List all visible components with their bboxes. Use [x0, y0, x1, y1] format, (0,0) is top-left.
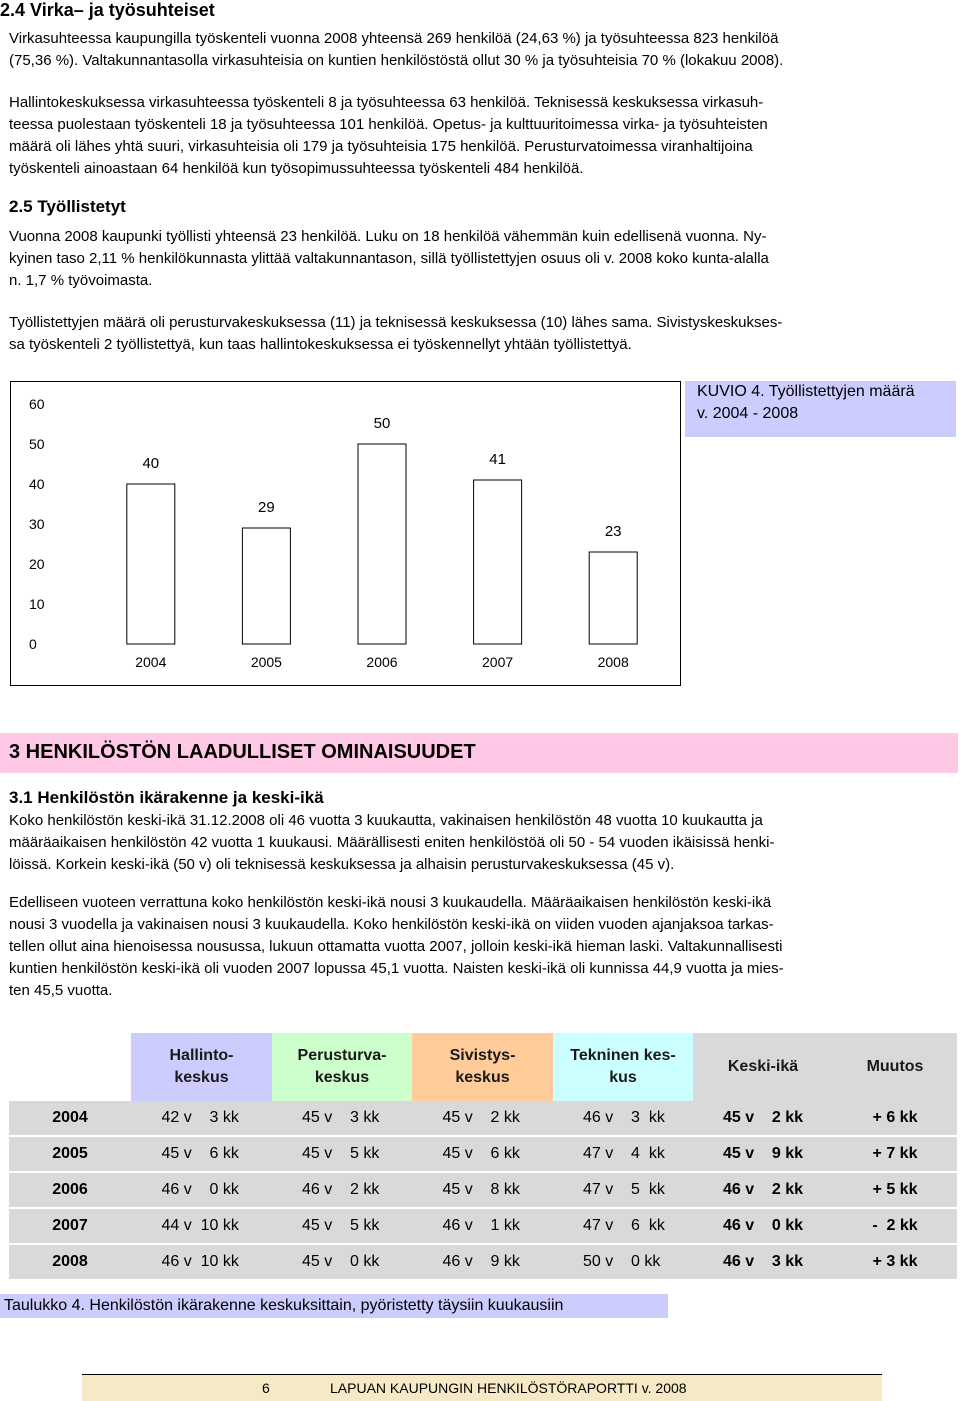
- table-cell: [693, 1244, 833, 1280]
- bar-value-label: 50: [373, 415, 391, 432]
- y-tick-label: 30: [29, 516, 45, 532]
- table-cell: [693, 1172, 833, 1208]
- table-cell-value: 46 v 0 kk: [723, 1217, 804, 1234]
- y-tick-label: 60: [29, 396, 45, 412]
- table-cell-value: 44 v 10 kk: [161, 1217, 239, 1234]
- table-cell: [693, 1101, 833, 1136]
- table-header-keski-ika: Keski-ikä: [693, 1033, 833, 1101]
- table-cell-value: 46 v 2 kk: [302, 1181, 380, 1198]
- y-tick-label: 40: [29, 476, 45, 492]
- table-cell: [553, 1208, 693, 1244]
- y-tick-label: 50: [29, 436, 45, 452]
- table-cell-year: 2004: [9, 1101, 131, 1136]
- table-cell-change: + 7 kk: [833, 1136, 957, 1172]
- bar-value-label: 40: [142, 455, 160, 472]
- table-cell-change: + 3 kk: [833, 1244, 957, 1280]
- bar: [127, 484, 175, 644]
- table-header-perusturvakeskus: Perusturva- keskus: [272, 1033, 412, 1101]
- bar: [358, 444, 406, 644]
- table-caption: Taulukko 4. Henkilöstön ikärakenne keskuksittain, pyöristetty täysiin kuukausiin: [0, 1294, 668, 1318]
- table-cell-value: 46 v 2 kk: [723, 1181, 804, 1198]
- table-cell: [272, 1208, 412, 1244]
- table-cell: [272, 1101, 412, 1136]
- y-tick-label: 0: [29, 636, 37, 652]
- table-cell-change: + 6 kk: [833, 1101, 957, 1136]
- bar: [589, 552, 637, 644]
- table-row: [9, 1208, 957, 1244]
- bar: [242, 528, 290, 644]
- section-banner-3: [0, 733, 958, 773]
- section-heading-2-5: 2.5 Työllistetyt: [9, 197, 126, 216]
- table-cell: [412, 1101, 553, 1136]
- table-cell: [131, 1101, 272, 1136]
- y-tick-label: 10: [29, 596, 45, 612]
- table-cell-value: 46 v 3 kk: [723, 1253, 804, 1270]
- page-number: 6: [262, 1380, 270, 1396]
- table-cell: [272, 1244, 412, 1280]
- table-cell: [412, 1172, 553, 1208]
- table-cell: [131, 1172, 272, 1208]
- table-cell-value: 45 v 6 kk: [161, 1145, 239, 1162]
- table-cell: [412, 1136, 553, 1172]
- footer-title: LAPUAN KAUPUNGIN HENKILÖSTÖRAPORTTI v. 2008: [330, 1380, 687, 1396]
- table-cell-value: 46 v 10 kk: [161, 1253, 239, 1270]
- paragraph-2-4-a: Virkasuhteessa kaupungilla työskenteli vuonna 2008 yhteensä 269 henkilöä (24,63 %) ja työsuhteessa 823 henkilöä (75,36 %). Valtakunnantasolla virkasuhteisia on kuntien henkilöstöstä ollut 30 % ja työsuhteisia 70 % (lokakuu 2008).: [9, 30, 784, 69]
- section-heading-3: 3 HENKILÖSTÖN LAADULLISET OMINAISUUDET: [9, 741, 476, 763]
- table-cell: [131, 1208, 272, 1244]
- table-cell-value: 45 v 9 kk: [723, 1145, 804, 1162]
- table-cell: [272, 1136, 412, 1172]
- paragraph-2-4-b: Hallintokeskuksessa virkasuhteessa työskenteli 8 ja työsuhteessa 63 henkilöä. Teknisessä keskuksessa virkasuh- teessa puolestaan työskenteli 18 ja työsuhteessa 101 henkilöä. Opetus- ja kulttuuritoimessa virka- ja työsuhteisten määrä oli lähes yhtä suuri, virkasuhteisia oli 179 ja työsuhteisia 175 henkilöä. Perusturvatoimessa viranhaltijoina työskenteli ainoastaan 64 henkilöä kun työsopimussuhteessa työskenteli 484 henkilöä.: [9, 94, 768, 177]
- bar-value-label: 29: [258, 499, 275, 516]
- table-cell-value: 45 v 0 kk: [302, 1253, 380, 1270]
- paragraph-2-5-b: Työllistettyjen määrä oli perusturvakeskuksessa (11) ja teknisessä keskuksessa (10) lähes sama. Sivistyskeskukses- sa työskenteli 2 työllistettyä, kun taas hallintokeskuksessa ei työskennellyt yhtään työllistettyä.: [9, 314, 783, 353]
- table-cell-value: 45 v 2 kk: [442, 1109, 520, 1126]
- bar-chart-svg: [11, 382, 682, 687]
- table-header-row: [9, 1033, 957, 1101]
- table-cell: [553, 1136, 693, 1172]
- x-tick-label: 2007: [482, 654, 514, 670]
- table-cell: [693, 1136, 833, 1172]
- table-cell: [272, 1172, 412, 1208]
- table-cell-value: 42 v 3 kk: [161, 1109, 239, 1126]
- section-heading-2-4: 2.4 Virka– ja työsuhteiset: [0, 0, 215, 20]
- table-header-muutos: Muutos: [833, 1033, 957, 1101]
- table-cell-value: 45 v 5 kk: [302, 1217, 380, 1234]
- table-cell-value: 47 v 6 kk: [583, 1217, 665, 1234]
- table-cell-value: 50 v 0 kk: [583, 1253, 661, 1270]
- table-row: [9, 1136, 957, 1172]
- table-cell-year: 2006: [9, 1172, 131, 1208]
- paragraph-2-5-a: Vuonna 2008 kaupunki työllisti yhteensä 23 henkilöä. Luku on 18 henkilöä vähemmän kuin edellisenä vuonna. Ny- kyinen taso 2,11 % henkilökunnasta ylittää valtakunnantason, sillä työllistettyjen osuus oli v. 2008 koko kunta-alalla n. 1,7 % työvoimasta.: [9, 228, 769, 289]
- table-cell: [412, 1208, 553, 1244]
- bar-chart: [10, 381, 681, 686]
- age-structure-table: [9, 1033, 957, 1281]
- x-tick-label: 2004: [135, 654, 167, 670]
- chart-caption: KUVIO 4. Työllistettyjen määrä v. 2004 - 2008: [685, 381, 956, 437]
- table-row: [9, 1101, 957, 1136]
- table-cell: [412, 1244, 553, 1280]
- table-cell-value: 46 v 1 kk: [442, 1217, 520, 1234]
- table-cell-value: 45 v 3 kk: [302, 1109, 380, 1126]
- table-header-tekninen-keskus: Tekninen kes- kus: [553, 1033, 693, 1101]
- table-cell: [553, 1244, 693, 1280]
- table-cell-year: 2005: [9, 1136, 131, 1172]
- table-cell-change: + 5 kk: [833, 1172, 957, 1208]
- table-header-blank: [9, 1033, 131, 1101]
- paragraph-3-1-b: Edelliseen vuoteen verrattuna koko henkilöstön keski-ikä nousi 3 kuukaudella. Määräaikaisen henkilöstön keski-ikä nousi 3 vuodella ja vakinaisen nousi 3 kuukaudella. Koko henkilöstön keski-ikä on viiden vuoden ajanjaksoa tarkas- tellen ollut aina hienoisessa nousussa, lukuun ottamatta vuotta 2007, jolloin keski-ikä hieman laski. Valtakunnallisesti kuntien henkilöstön keski-ikä oli vuoden 2007 lopussa 45,1 vuotta. Naisten keski-ikä oli kunnissa 44,9 vuotta ja mies- ten 45,5 vuotta.: [9, 894, 784, 999]
- table-cell-value: 46 v 0 kk: [161, 1181, 239, 1198]
- table-cell-year: 2007: [9, 1208, 131, 1244]
- table-cell-change: - 2 kk: [833, 1208, 957, 1244]
- table-row: [9, 1172, 957, 1208]
- table-cell-year: 2008: [9, 1244, 131, 1280]
- bar: [474, 480, 522, 644]
- table-cell-value: 45 v 6 kk: [442, 1145, 520, 1162]
- table-cell: [131, 1136, 272, 1172]
- table-cell-value: 45 v 2 kk: [723, 1109, 804, 1126]
- table-header-hallintokeskus: Hallinto- keskus: [131, 1033, 272, 1101]
- y-tick-label: 20: [29, 556, 45, 572]
- table-cell-value: 47 v 4 kk: [583, 1145, 665, 1162]
- table-cell-value: 46 v 9 kk: [442, 1253, 520, 1270]
- page-footer: [82, 1374, 882, 1401]
- table-cell-value: 47 v 5 kk: [583, 1181, 665, 1198]
- table-cell: [553, 1172, 693, 1208]
- table-header-sivistyskeskus: Sivistys- keskus: [412, 1033, 553, 1101]
- table-cell-value: 46 v 3 kk: [583, 1109, 665, 1126]
- x-tick-label: 2005: [250, 654, 282, 670]
- table-cell: [693, 1208, 833, 1244]
- x-tick-label: 2008: [597, 654, 629, 670]
- paragraph-3-1-a: Koko henkilöstön keski-ikä 31.12.2008 oli 46 vuotta 3 kuukautta, vakinaisen henkilöstön 48 vuotta 10 kuukautta ja määräaikaisen henkilöstön 42 vuotta 1 kuukausi. Määrällisesti eniten henkilöstöä oli 50 - 54 vuoden ikäisissä henki- löissä. Korkein keski-ikä (50 v) oli teknisessä keskuksessa ja alhaisin perusturvakeskuksessa (45 v).: [9, 812, 775, 873]
- section-heading-3-1: 3.1 Henkilöstön ikärakenne ja keski-ikä: [9, 788, 324, 807]
- table-cell: [553, 1101, 693, 1136]
- bar-value-label: 23: [604, 523, 622, 540]
- table-cell: [131, 1244, 272, 1280]
- table-cell-value: 45 v 5 kk: [302, 1145, 380, 1162]
- table-row: [9, 1244, 957, 1280]
- x-tick-label: 2006: [366, 654, 398, 670]
- table-cell-value: 45 v 8 kk: [442, 1181, 520, 1198]
- bar-value-label: 41: [489, 451, 506, 468]
